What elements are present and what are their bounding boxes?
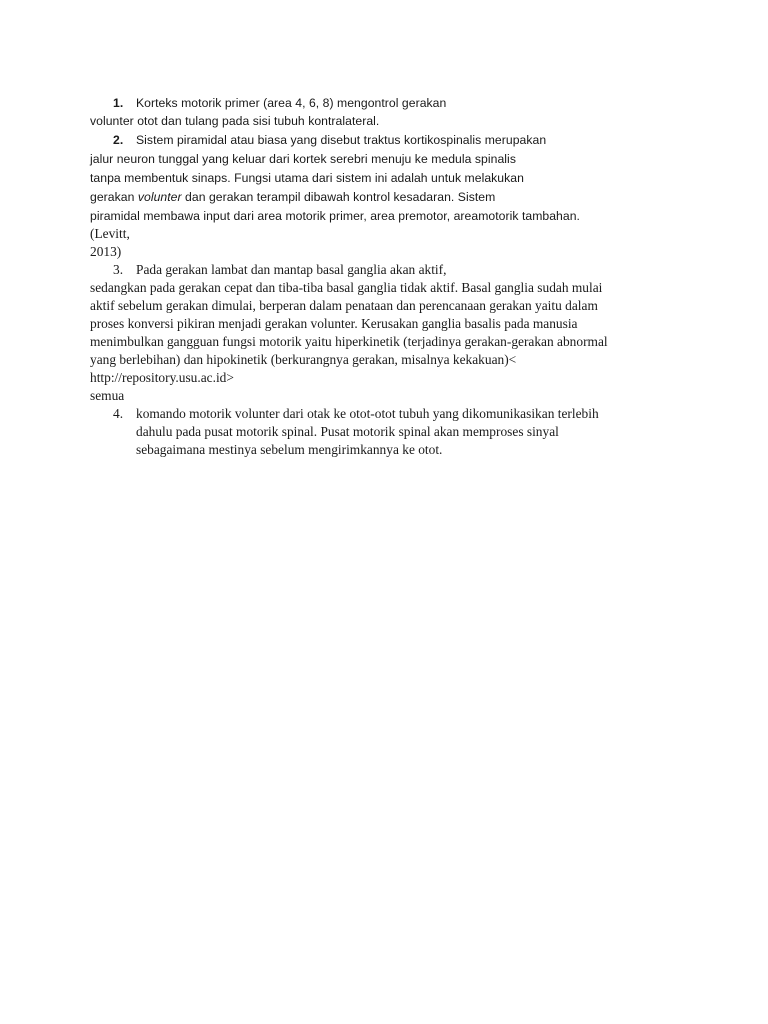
item-2-line-3: tanpa membentuk sinaps. Fungsi utama dari sistem ini adalah untuk melakukan: [90, 171, 524, 185]
item-2-number: 2.: [113, 133, 124, 147]
item-2-line-4-end: dan gerakan terampil dibawah kontrol kesadaran. Sistem: [181, 190, 496, 204]
item-3-line-2: sedangkan pada gerakan cepat dan tiba-tiba basal ganglia tidak aktif. Basal ganglia sudah mulai: [90, 280, 603, 295]
item-1-text: Korteks motorik primer (area 4, 6, 8) mengontrol gerakan: [136, 96, 447, 110]
item-4-text: komando motorik volunter dari otak ke otot-otot tubuh yang dikomunikasikan terlebih: [136, 406, 599, 421]
item-2-line-5: piramidal membawa input dari area motorik primer, area premotor, areamotorik tambahan.: [90, 209, 580, 223]
item-3-number: 3.: [113, 262, 124, 277]
item-3-text: Pada gerakan lambat dan mantap basal ganglia akan aktif,: [136, 262, 447, 277]
item-3-line-8: semua: [90, 388, 125, 403]
item-3-line-5: menimbulkan gangguan fungsi motorik yaitu hiperkinetik (terjadinya gerakan-gerakan abnormal: [90, 334, 608, 349]
item-2-line-1: [113, 131, 546, 149]
item-3-line-3: aktif sebelum gerakan dimulai, berperan dalam penataan dan perencanaan gerakan yaitu dalam: [90, 298, 598, 313]
item-4-line-3: sebagaimana mestinya sebelum mengirimkannya ke otot.: [136, 442, 443, 457]
item-1-line-1: [113, 94, 446, 112]
item-3-line-1: [113, 261, 446, 279]
item-2-line-2: jalur neuron tunggal yang keluar dari kortek serebri menuju ke medula spinalis: [90, 152, 516, 166]
item-4-line-2: dahulu pada pusat motorik spinal. Pusat motorik spinal akan memproses sinyal: [136, 424, 559, 439]
italic-term: volunter: [137, 190, 182, 204]
item-2-text: Sistem piramidal atau biasa yang disebut traktus kortikospinalis merupakan: [136, 133, 547, 147]
item-3-line-6: yang berlebihan) dan hipokinetik (berkurangnya gerakan, misalnya kekakuan)<: [90, 352, 517, 367]
item-3-line-4: proses konversi pikiran menjadi gerakan volunter. Kerusakan ganglia basalis pada manusia: [90, 316, 578, 331]
item-1-line-2: volunter otot dan tulang pada sisi tubuh kontralateral.: [90, 114, 380, 128]
citation-year: 2013): [90, 244, 122, 259]
citation-author: (Levitt,: [90, 226, 130, 241]
item-1-number: 1.: [113, 96, 124, 110]
repository-url: http://repository.usu.ac.id>: [90, 370, 234, 385]
item-2-line-4: [90, 188, 495, 206]
item-2-line-4-start: gerakan: [90, 190, 138, 204]
item-4-line-1: [113, 405, 599, 423]
item-4-number: 4.: [113, 406, 124, 421]
